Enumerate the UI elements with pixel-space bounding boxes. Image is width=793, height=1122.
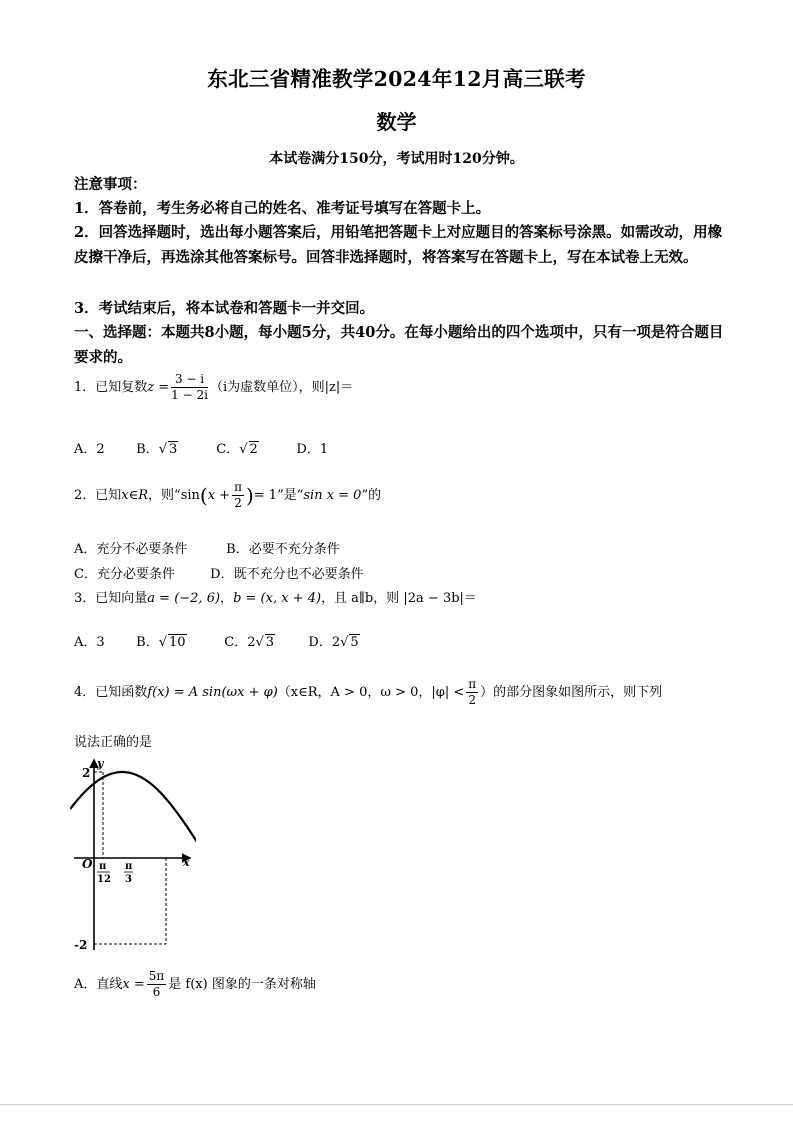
q4-pi-den: 2 <box>468 693 477 707</box>
q2-text3: ”的 <box>361 488 382 503</box>
q1-option-c: C．√ 2 <box>216 442 258 457</box>
q2-text1: ，则“ <box>148 488 181 503</box>
q3-prefix: 3．已知向量 <box>74 591 148 606</box>
q3-option-b: B．√ 10 <box>136 635 186 650</box>
q3-option-c-radicand: 3 <box>265 635 275 650</box>
q4-option-a-den: 6 <box>152 985 161 999</box>
q2-pi-den: 2 <box>234 496 242 510</box>
q1-prefix: 1．已知复数 <box>74 380 148 395</box>
q2-option-d: D．既不充分也不必要条件 <box>210 567 364 582</box>
y-max-label: 2 <box>82 766 91 780</box>
y-min-label: -2 <box>74 938 88 952</box>
q2-expr2: sin x = 0 <box>303 488 362 503</box>
tick2-den: 3 <box>125 874 132 885</box>
note-item-2: 2．回答选择题时，选出每小题答案后，用铅笔把答题卡上对应题目的答案标号涂黑。如需改动，用橡皮擦干净后，再选涂其他答案标号。回答非选择题时，将答案写在答题卡上，写在本试卷上无效。 <box>74 224 723 266</box>
q1-options <box>74 438 328 457</box>
exam-title: 东北三省精准教学2024年12月高三联考 <box>207 67 586 91</box>
q2-pi-num: π <box>234 480 242 494</box>
note-item-3: 3．考试结束后，将本试卷和答题卡一并交回。 <box>74 300 375 317</box>
q3-option-b-radicand: 10 <box>169 635 186 650</box>
q4-option-a <box>74 969 316 1000</box>
q1-option-b: B．√ 3 <box>136 442 178 457</box>
note-item-1: 1．答卷前，考生务必将自己的姓名、准考证号填写在答题卡上。 <box>74 200 491 217</box>
question-4 <box>74 677 662 708</box>
q1-option-d: D．1 <box>296 442 329 457</box>
q1-option-c-radicand: 2 <box>249 442 258 457</box>
q2-expr1-fn: sin <box>180 488 200 503</box>
page-bottom-divider <box>0 1104 793 1105</box>
question-2: 2．已知x∈R，则“sin(x + $\frac{\pi}{2}$ )= 1”是“sin x = 0”的 <box>74 480 382 510</box>
q3-option-b-label: B． <box>136 635 159 650</box>
q4-pi-fraction <box>466 677 478 708</box>
q1-option-a: A．2 <box>74 442 105 457</box>
q4-suffix: ）的部分图象如图所示，则下列 <box>480 685 663 700</box>
q4-pi-num: π <box>468 677 477 691</box>
exam-info: 本试卷满分150分，考试用时120分钟。 <box>269 151 524 167</box>
q3-option-d-radicand: 5 <box>350 635 359 650</box>
q4-prefix: 4．已知函数 <box>74 685 148 700</box>
q3-option-d-label: D．2 <box>308 635 341 650</box>
q3-vector-b: b = (x, x + 4) <box>233 591 322 606</box>
q3-option-a: A．3 <box>74 635 105 650</box>
q4-option-a-var: x = <box>122 977 145 992</box>
q3-vector-a: a = (−2, 6) <box>147 591 221 606</box>
q4-option-a-suffix: 是 f(x) 图象的一条对称轴 <box>168 977 316 992</box>
q2-option-a: A．充分不必要条件 <box>74 542 188 557</box>
q2-pi-fraction <box>232 480 244 511</box>
q1-option-b-label: B． <box>136 442 159 457</box>
q1-option-b-radicand: 3 <box>169 442 178 457</box>
q2-expr1-tail: = 1 <box>253 488 278 503</box>
q1-suffix: （i为虚数单位），则|z|＝ <box>209 380 354 395</box>
q4-line2: 说法正确的是 <box>74 735 153 750</box>
section1-title: 一、选择题：本题共8小题，每小题5分，共40分。在每小题给出的四个选项中，只有一项是符合题目要求的。 <box>74 324 724 366</box>
q3-options <box>74 631 360 650</box>
q3-option-d: D．2√ 5 <box>308 635 359 650</box>
q1-fraction <box>171 372 208 403</box>
q2-text2: ”是“ <box>277 488 304 503</box>
x-axis-label: x <box>183 856 190 869</box>
q4-option-a-fraction <box>147 969 167 1000</box>
q4-option-a-prefix: A．直线 <box>74 977 123 992</box>
tick2-num: π <box>125 861 133 872</box>
q3-cond: ，且 a∥b，则 |2a − 3b|＝ <box>321 591 477 606</box>
tick1-den: 12 <box>97 874 111 885</box>
origin-label: O <box>82 857 93 871</box>
q2-options-row2 <box>74 563 364 582</box>
question-1 <box>74 372 353 403</box>
q4-cond: （x∈R，A > 0，ω > 0，|φ| < <box>277 685 465 700</box>
q1-option-c-label: C． <box>216 442 240 457</box>
sine-graph <box>70 756 196 952</box>
subject-title: 数学 <box>376 110 417 134</box>
q4-option-a-num: 5π <box>148 969 165 983</box>
q2-expr1-arg: x + <box>207 488 231 503</box>
q1-numerator: 3 − i <box>171 372 208 388</box>
q1-denominator: 1 − 2i <box>171 388 208 402</box>
q2-option-b: B．必要不充分条件 <box>226 542 340 557</box>
notes-heading: 注意事项： <box>74 176 147 193</box>
q3-option-c-label: C．2 <box>224 635 256 650</box>
q3-option-c: C．2√ 3 <box>224 635 275 650</box>
y-axis-label: y <box>97 757 104 770</box>
q2-option-c: C．充分必要条件 <box>74 567 175 582</box>
q2-cond: x∈R <box>121 488 149 503</box>
q2-options-row1 <box>74 538 340 557</box>
q1-var: z = <box>147 380 170 395</box>
tick1-num: π <box>99 861 107 872</box>
q4-function: f(x) = A sin(ωx + φ) <box>147 685 278 700</box>
question-3: 3．已知向量a = (−2, 6)，b = (x, x + 4)，且 a∥b，则 |2a − 3b|＝ <box>74 591 477 606</box>
q2-prefix: 2．已知 <box>74 488 122 503</box>
